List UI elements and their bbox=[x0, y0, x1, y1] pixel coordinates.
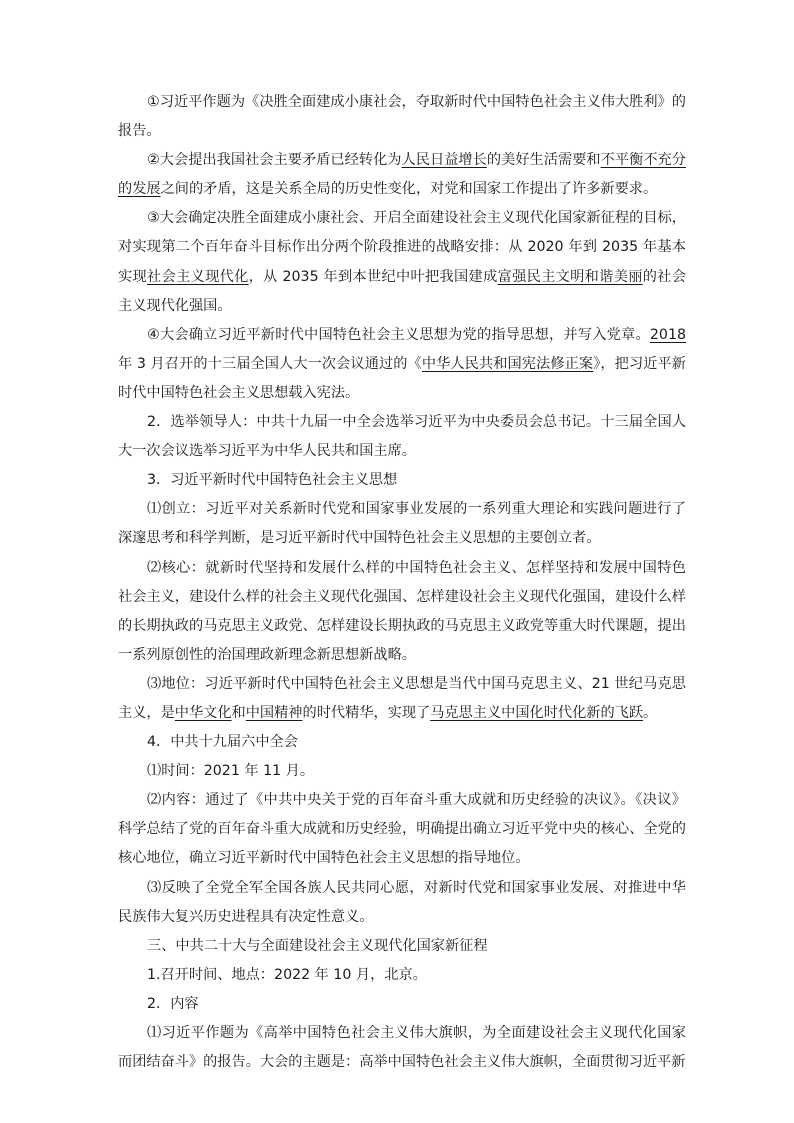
text-run: 2．内容 bbox=[147, 995, 199, 1012]
paragraph bbox=[118, 146, 686, 204]
text-run: ⑵内容：通过了《中共中央关于党的百年奋斗重大成就和历史经验的决议》。《决议》科学总结了党的百年奋斗重大成就和历史经验，明确提出确立习近平党中央的核心、全党的核心地位，确立习近平新时代中国特色社会主义思想的指导地位。 bbox=[118, 792, 686, 867]
paragraph bbox=[118, 408, 686, 466]
text-run: 三、中共二十大与全面建设社会主义现代化国家新征程 bbox=[147, 937, 488, 954]
paragraph bbox=[118, 321, 686, 408]
paragraph bbox=[118, 466, 686, 495]
paragraph bbox=[118, 554, 686, 670]
paragraph bbox=[118, 786, 686, 873]
underlined-text: 2018 bbox=[649, 326, 686, 343]
text-run: ③大会确定决胜全面建成小康社会、开启全面建设社会主义现代化国家新征程的目标，对实现第二个百年奋斗目标作出分两个阶段推进的战略安排：从 2020 年到 2035 年基本实现 bbox=[118, 210, 686, 285]
text-run: 3．习近平新时代中国特色社会主义思想 bbox=[147, 472, 398, 489]
text-run: 1.召开时间、地点：2022 年 10 月，北京。 bbox=[147, 966, 427, 983]
text-run: 和 bbox=[231, 704, 246, 721]
text-run: ⑴习近平作题为《高举中国特色社会主义伟大旗帜，为全面建设社会主义现代化国家而团结奋斗》的报告。大会的主题是：高举中国特色社会主义伟大旗帜，全面贯彻习近平新 bbox=[118, 1025, 686, 1071]
underlined-text: 人民日益增长 bbox=[401, 152, 487, 169]
paragraph bbox=[118, 670, 686, 728]
paragraph bbox=[118, 495, 686, 553]
text-run: 的时代精华，实现了 bbox=[302, 704, 431, 721]
paragraph bbox=[118, 728, 686, 757]
paragraph bbox=[118, 1019, 686, 1077]
paragraph bbox=[118, 204, 686, 320]
text-run: ⑵核心：就新时代坚持和发展什么样的中国特色社会主义、怎样坚持和发展中国特色社会主义，建设什么样的社会主义现代化强国、怎样建设社会主义现代化强国，建设什么样的长期执政的马克思主义政党、怎样建设长期执政的马克思主义政党等重大时代课题，提出一系列原创性的治国理政新理念新思想新战略。 bbox=[118, 559, 686, 663]
text-run: 。 bbox=[643, 704, 658, 721]
text-run: ⑴创立：习近平对关系新时代党和国家事业发展的一系列重大理论和实践问题进行了深邃思考和科学判断，是习近平新时代中国特色社会主义思想的主要创立者。 bbox=[118, 501, 686, 547]
underlined-text: 马克思主义中国化时代化新的飞跃 bbox=[430, 704, 644, 721]
text-run: ④大会确立习近平新时代中国特色社会主义思想为党的指导思想，并写入党章。 bbox=[147, 326, 650, 343]
text-run: 2．选举领导人：中共十九届一中全会选举习近平为中央委员会总书记。十三届全国人大一次会议选举习近平为中华人民共和国主席。 bbox=[118, 414, 686, 460]
text-run: ②大会提出我国社会主要矛盾已经转化为 bbox=[147, 152, 402, 169]
text-run: 4．中共十九届六中全会 bbox=[147, 734, 298, 751]
paragraph bbox=[118, 88, 686, 146]
text-run: 的美好生活需要和 bbox=[486, 152, 601, 169]
underlined-text: 中华文化 bbox=[174, 704, 232, 721]
underlined-text: 中国精神 bbox=[245, 704, 303, 721]
text-run: 之间的矛盾，这是关系全局的历史性变化，对党和国家工作提出了许多新要求。 bbox=[160, 181, 658, 198]
paragraph bbox=[118, 990, 686, 1019]
paragraph bbox=[118, 961, 686, 990]
underlined-text: 富强民主文明和谐美丽 bbox=[497, 268, 643, 285]
underlined-text: 中华人民共和国宪法修正案 bbox=[421, 355, 594, 372]
text-run: ①习近平作题为《决胜全面建成小康社会，夺取新时代中国特色社会主义伟大胜利》的报告。 bbox=[118, 94, 686, 140]
text-run: 》，把习近平新时代中国特色社会主义思想载入宪法。 bbox=[118, 355, 686, 401]
underlined-text: 社会主义现代化 bbox=[147, 268, 249, 285]
text-run: ，从 2035 年到本世纪中叶把我国建成 bbox=[248, 268, 498, 285]
document-page bbox=[118, 88, 686, 1077]
paragraph bbox=[118, 932, 686, 961]
text-run: ⑴时间：2021 年 11 月。 bbox=[147, 763, 315, 780]
paragraph bbox=[118, 757, 686, 786]
text-run: ⑶地位：习近平新时代中国特色社会主义思想是当代中国马克思主义、21 世纪马克思主义，是 bbox=[118, 675, 686, 721]
underlined-text: 不平衡不充分的发展 bbox=[118, 152, 686, 198]
text-run: 的社会主义现代化强国。 bbox=[118, 268, 686, 314]
paragraph bbox=[118, 874, 686, 932]
text-run: 年 3 月召开的十三届全国人大一次会议通过的《 bbox=[118, 355, 422, 372]
text-run: ⑶反映了全党全军全国各族人民共同心愿，对新时代党和国家事业发展、对推进中华民族伟大复兴历史进程具有决定性意义。 bbox=[118, 879, 686, 925]
